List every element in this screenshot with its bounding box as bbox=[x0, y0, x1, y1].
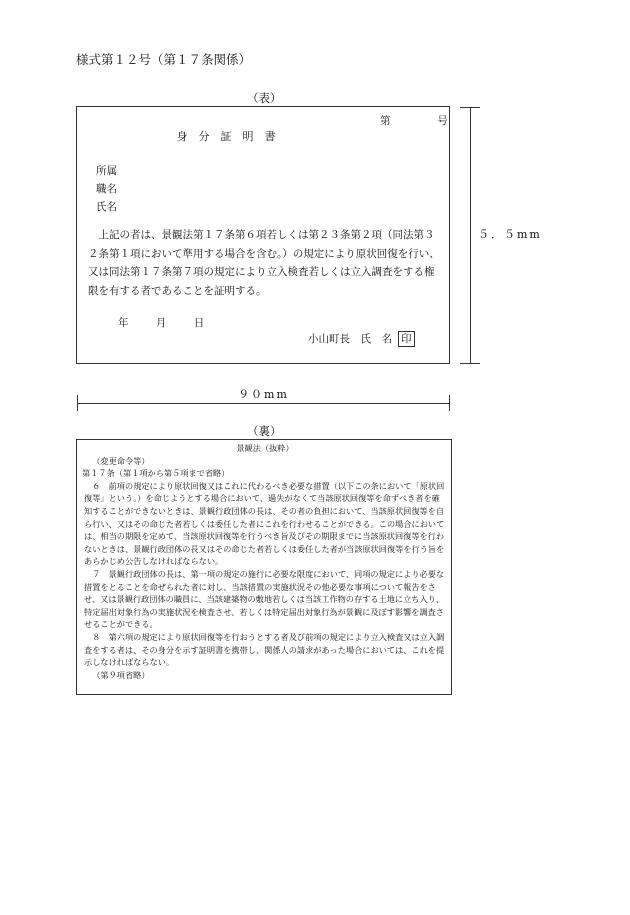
date-day: 日 bbox=[193, 317, 205, 329]
height-dimension-top-tick bbox=[460, 107, 480, 108]
closing-note: （第９項省略） bbox=[92, 669, 150, 680]
paragraph-8: ８ 第六項の規定により原状回復等を行おうとする者及び前項の規定により立入検査又は立入調査をする者は、その身分を示す証明書を携帯し、関係人の請求があった場合においては、これを提示しなければならない。 bbox=[84, 631, 445, 668]
date-month: 月 bbox=[155, 317, 167, 329]
field-job-title: 職名 bbox=[96, 183, 117, 195]
signer-line bbox=[308, 331, 415, 347]
number-suffix: 号 bbox=[437, 115, 448, 127]
number-label: 第 bbox=[380, 115, 391, 127]
field-name: 氏名 bbox=[96, 201, 117, 213]
field-affiliation: 所属 bbox=[96, 165, 117, 177]
form-title: 様式第１２号（第１７条関係） bbox=[76, 52, 252, 67]
paragraph-6: ６ 前項の規定により原状回復又はこれに代わるべき必要な措置（以下この条において「原状回復等」という。）を命じようとする場合において、過失がなくて当該原状回復等を命ずべき者を確知することができないときは、景観行政団体の長は、その者の負担において、当該原状回復等を自ら行い、又はその命じた者若しくは委任した者にこれを行わせることができる。この場合においては、相当の期限を定めて、当該原状回復等を行うべき旨及びその期限までに当該原状回復等を行わないときは、景観行政団体の長又はその命じた者若しくは委任した者が当該原状回復等を行う旨をあらかじめ公告しなければならない。 bbox=[84, 480, 445, 567]
signer-label: 小山町長 氏 名 bbox=[308, 333, 392, 345]
paragraph-7: ７ 景観行政団体の長は、第一項の規定の施行に必要な限度において、同項の規定により必要な措置をとることを命ぜられた者に対し、当該措置の実施状況その他必要な事項について報告をさせ、又は景観行政団体の職員に、当該建築物の敷地若しくは当該工作物の存する土地に立ち入り、特定届出対象行為の実施状況を検査させ、若しくは特定届出対象行為が景観に及ぼす影響を調査させることができる。 bbox=[84, 568, 445, 630]
width-dimension-left-tick bbox=[77, 395, 78, 411]
identity-fields bbox=[96, 162, 117, 216]
article-heading: 第１７条（第１項から第５項まで省略） bbox=[82, 468, 230, 479]
date-year: 年 bbox=[118, 317, 129, 329]
law-excerpt bbox=[84, 442, 446, 681]
section-caption: （変更命令等） bbox=[92, 455, 150, 466]
width-dimension-line bbox=[77, 403, 450, 404]
front-side-label: （表） bbox=[247, 91, 282, 105]
height-dimension-bottom-tick bbox=[460, 363, 480, 364]
certificate-title: 身 分 証 明 書 bbox=[176, 130, 276, 143]
height-dimension-line bbox=[470, 107, 471, 364]
law-title: 景観法（抜粋） bbox=[236, 443, 294, 453]
certificate-number bbox=[380, 113, 448, 128]
issue-date bbox=[118, 315, 228, 330]
width-dimension-right-tick bbox=[449, 395, 450, 411]
certificate-body: 上記の者は、景観法第１７条第６項若しくは第２３条第２項（同法第３２条第１項において準用する場合を含む。）の規定により原状回復を行い、又は同法第１７条第７項の規定により立入検査若しくは立入調査をする権限を有する者であることを証明する。 bbox=[88, 229, 440, 297]
height-dimension-label: ５．５mm bbox=[478, 228, 542, 241]
back-side-label: （裏） bbox=[247, 424, 282, 438]
seal-mark: 印 bbox=[398, 331, 415, 347]
width-dimension-label: ９０mm bbox=[238, 388, 289, 401]
